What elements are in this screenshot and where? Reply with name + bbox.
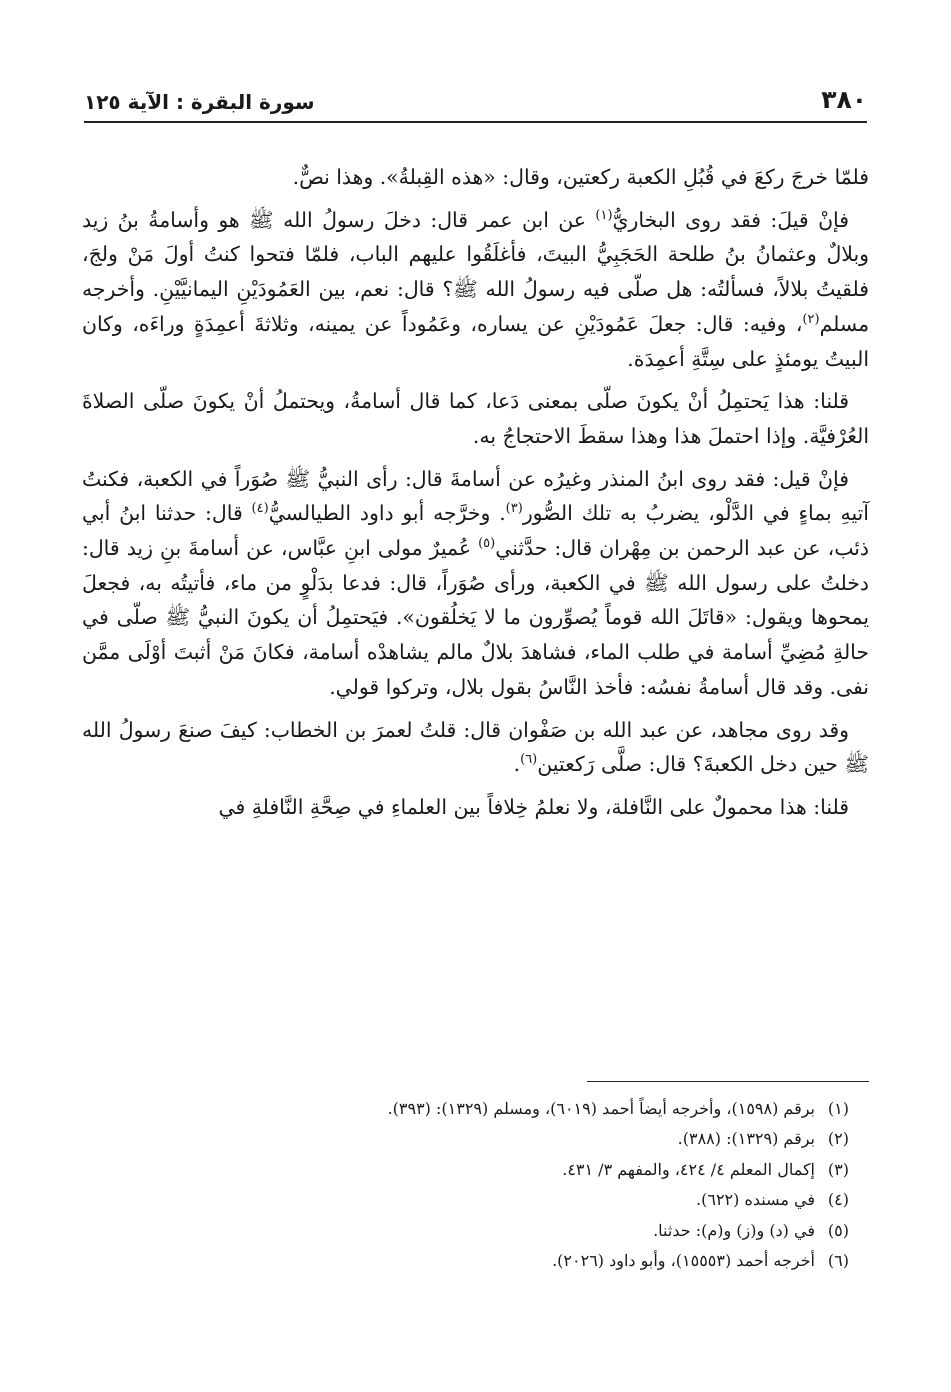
- paragraph: فإنْ قيلَ: فقد روى البخاريُّ$^{(١)}$ عن ابن عمر قال: دخلَ رسولُ الله ﷺ هو وأسامةُ بنُ زيد وبلالٌ وعثمانُ بنُ طلحة الحَجَبِيُّ البيتَ، فأغلَقُوا عليهم الباب، فلمّا فتحوا كنتُ أولَ مَنْ ولجَ، فلقيتُ بلالاً، فسألتُه: هل صلّى فيه رسولُ الله ﷺ؟ قال: نعم، بين العَمُودَيْنِ اليمانيَّيْنِ. وأخرجه مسلم$^{(٢)}$، وفيه: قال: جعلَ عَمُودَيْنِ عن يساره، وعَمُوداً عن يمينه، وثلاثةَ أعمِدَةٍ وراءَه، وكان البيتُ يومئذٍ على سِتَّةِ أعمِدَة.: [82, 207, 869, 371]
- paragraph: فإنْ قيل: فقد روى ابنُ المنذر وغيرُه عن أسامةَ قال: رأى النبيُّ ﷺ صُوَراً في الكعبة، فكنتُ آتيهِ بماءٍ في الدَّلْو، يضربُ به تلك الصُّور$^{(٣)}$. وخرَّجه أبو داود الطيالسيُّ$^{(٤)}$ قال: حدثنا ابنُ أبي ذئب، عن عبد الرحمن بن مِهْران قال: حدَّثني$^{(٥)}$ عُميرٌ مولى ابنِ عبَّاس، عن أسامةَ بنِ زيد قال: دخلتُ على رسول الله ﷺ في الكعبة، ورأى صُوَراً، قال: فدعا بدَلْوٍ من ماء، فأتيتُه به، فجعلَ يمحوها ويقول: «قاتَلَ الله قوماً يُصوِّرون ما لا يَخلُقون». فيَحتمِلُ أن يكونَ النبيُّ ﷺ صلّى في حالةِ مُضِيِّ أسامة في طلب الماء، فشاهدَ بلالٌ مالم يشاهدْه أسامة، فكانَ مَنْ أثبتَ أوْلَى ممَّن نفى. وقد قال أسامةُ نفسُه: فأخذ النَّاسُ بقول بلال، وتركوا قولي.: [82, 466, 869, 699]
- footnote-ref: (٤): [251, 501, 269, 517]
- page-header: [84, 84, 867, 114]
- footnotes: [82, 1094, 849, 1276]
- footnote-divider: [587, 1081, 869, 1082]
- footnote: (٦) أخرجه أحمد (١٥٥٥٣)، وأبو داود (٢٠٢٦).: [552, 1251, 849, 1271]
- footnote: (٢) برقم (١٣٢٩): (٣٨٨).: [677, 1129, 849, 1149]
- paragraph: قلنا: هذا محمولٌ على النَّافلة، ولا نعلمُ خِلافاً بين العلماءِ في صِحَّةِ النَّافلةِ في: [218, 794, 849, 819]
- footnote: (٥) في (د) و(ز) و(م): حدثنا.: [653, 1220, 849, 1240]
- footnote-ref: (١): [595, 207, 613, 223]
- paragraph: قلنا: هذا يَحتمِلُ أنْ يكونَ صلّى بمعنى دَعا، كما قال أسامةُ، ويحتملُ أنْ يكونَ صلّى الصلاةَ العُرْفيَّة. وإذا احتملَ هذا وهذا سقطَ الاحتجاجُ به.: [82, 389, 869, 448]
- footnote-ref: (٣): [505, 501, 523, 517]
- main-text: [82, 160, 869, 833]
- footnote-ref: (٥): [478, 536, 496, 552]
- running-title: سورة البقرة : الآية ١٢٥: [84, 90, 315, 114]
- header-divider: [84, 121, 867, 123]
- footnote-ref: (٢): [802, 312, 820, 328]
- footnote: (١) برقم (١٥٩٨)، وأخرجه أيضاً أحمد (٦٠١٩)، ومسلم (١٣٢٩): (٣٩٣).: [387, 1099, 849, 1118]
- page-number: ٣٨٠: [821, 85, 867, 114]
- paragraph: فلمّا خرجَ ركعَ في قُبُلِ الكعبة ركعتين، وقال: «هذه القِبلةُ». وهذا نصٌّ.: [292, 165, 869, 189]
- footnote: (٣) إكمال المعلم ٤/ ٤٢٤، والمفهم ٣/ ٤٣١.: [562, 1159, 849, 1179]
- paragraph: وقد روى مجاهد، عن عبد الله بن صَفْوان قال: قلتُ لعمرَ بن الخطاب: كيفَ صنعَ رسولُ الله ﷺ حين دخل الكعبةَ؟ قال: صلَّى رَكعتين$^{(٦)}$.: [82, 717, 869, 777]
- footnote: (٤) في مسنده (٦٢٢).: [696, 1190, 849, 1210]
- footnote-ref: (٦): [520, 752, 538, 768]
